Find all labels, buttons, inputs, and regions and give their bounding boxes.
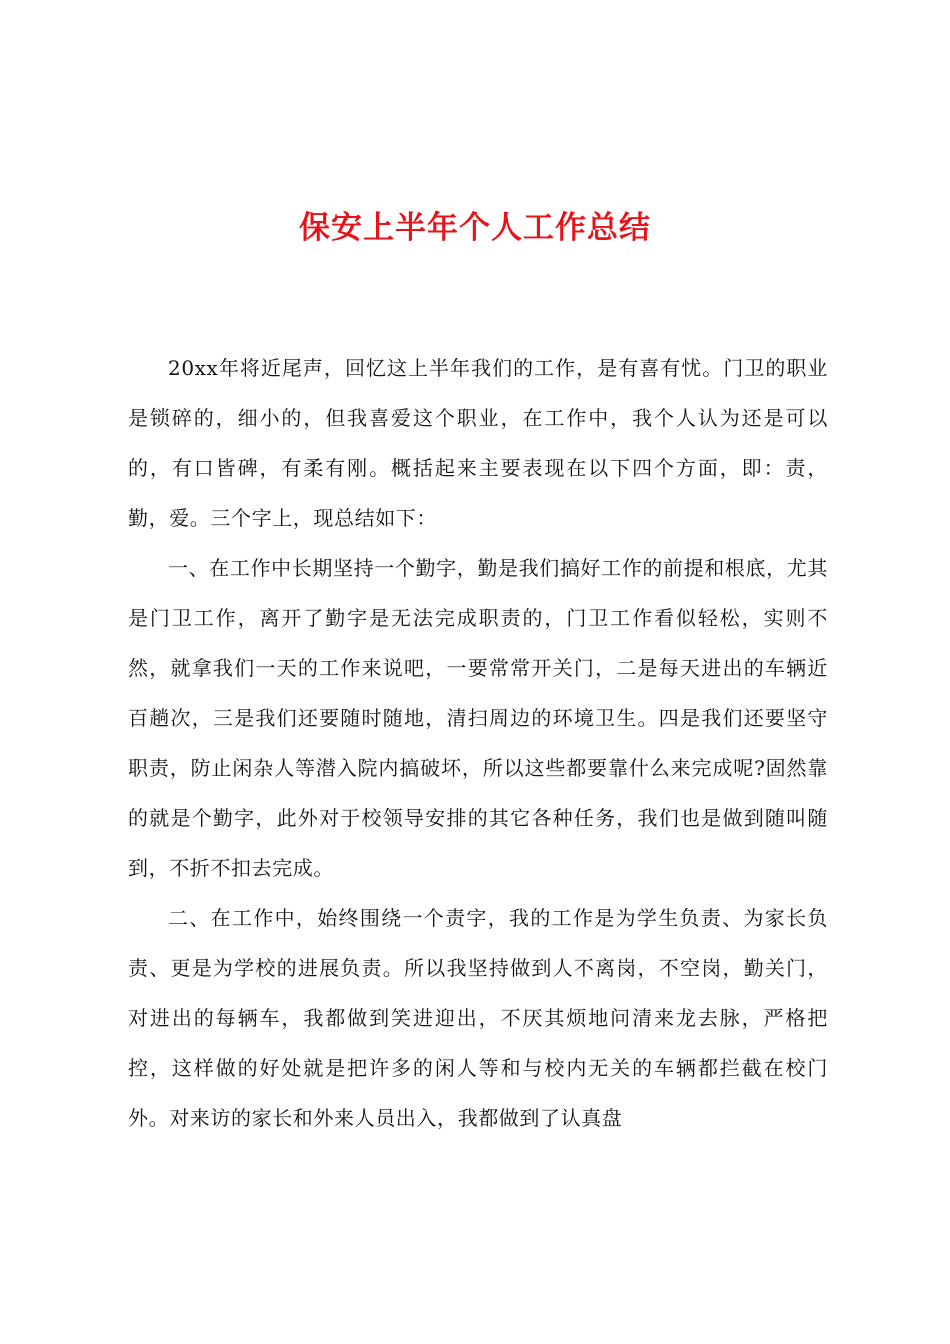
paragraph-responsibility: 二、在工作中，始终围绕一个责字，我的工作是为学生负责、为家长负责、更是为学校的进展负责。所以我坚持做到人不离岗，不空岗，勤关门，对进出的每辆车，我都做到笑进迎出，不厌其烦地问清来龙去脉，严格把控，这样做的好处就是把许多的闲人等和与校内无关的车辆都拦截在校门外。对来访的家长和外来人员出入，我都做到了认真盘 [128, 906, 828, 1130]
paragraph-intro: 20xx年将近尾声，回忆这上半年我们的工作，是有喜有忧。门卫的职业是锁碎的，细小的，但我喜爱这个职业，在工作中，我个人认为还是可以的，有口皆碑，有柔有刚。概括起来主要表现在以下四个方面，即：责，勤，爱。三个字上，现总结如下： [128, 356, 828, 530]
document-body [128, 343, 828, 1143]
document-title: 保安上半年个人工作总结 [299, 210, 651, 246]
paragraph-diligence: 一、在工作中长期坚持一个勤字，勤是我们搞好工作的前提和根底，尤其是门卫工作，离开了勤字是无法完成职责的，门卫工作看似轻松，实则不然，就拿我们一天的工作来说吧，一要常常开关门，二是每天进出的车辆近百趟次，三是我们还要随时随地，清扫周边的环境卫生。四是我们还要坚守职责，防止闲杂人等潜入院内搞破坏，所以这些都要靠什么来完成呢?固然靠的就是个勤字，此外对于校领导安排的其它各种任务，我们也是做到随叫随到，不折不扣去完成。 [128, 556, 828, 880]
